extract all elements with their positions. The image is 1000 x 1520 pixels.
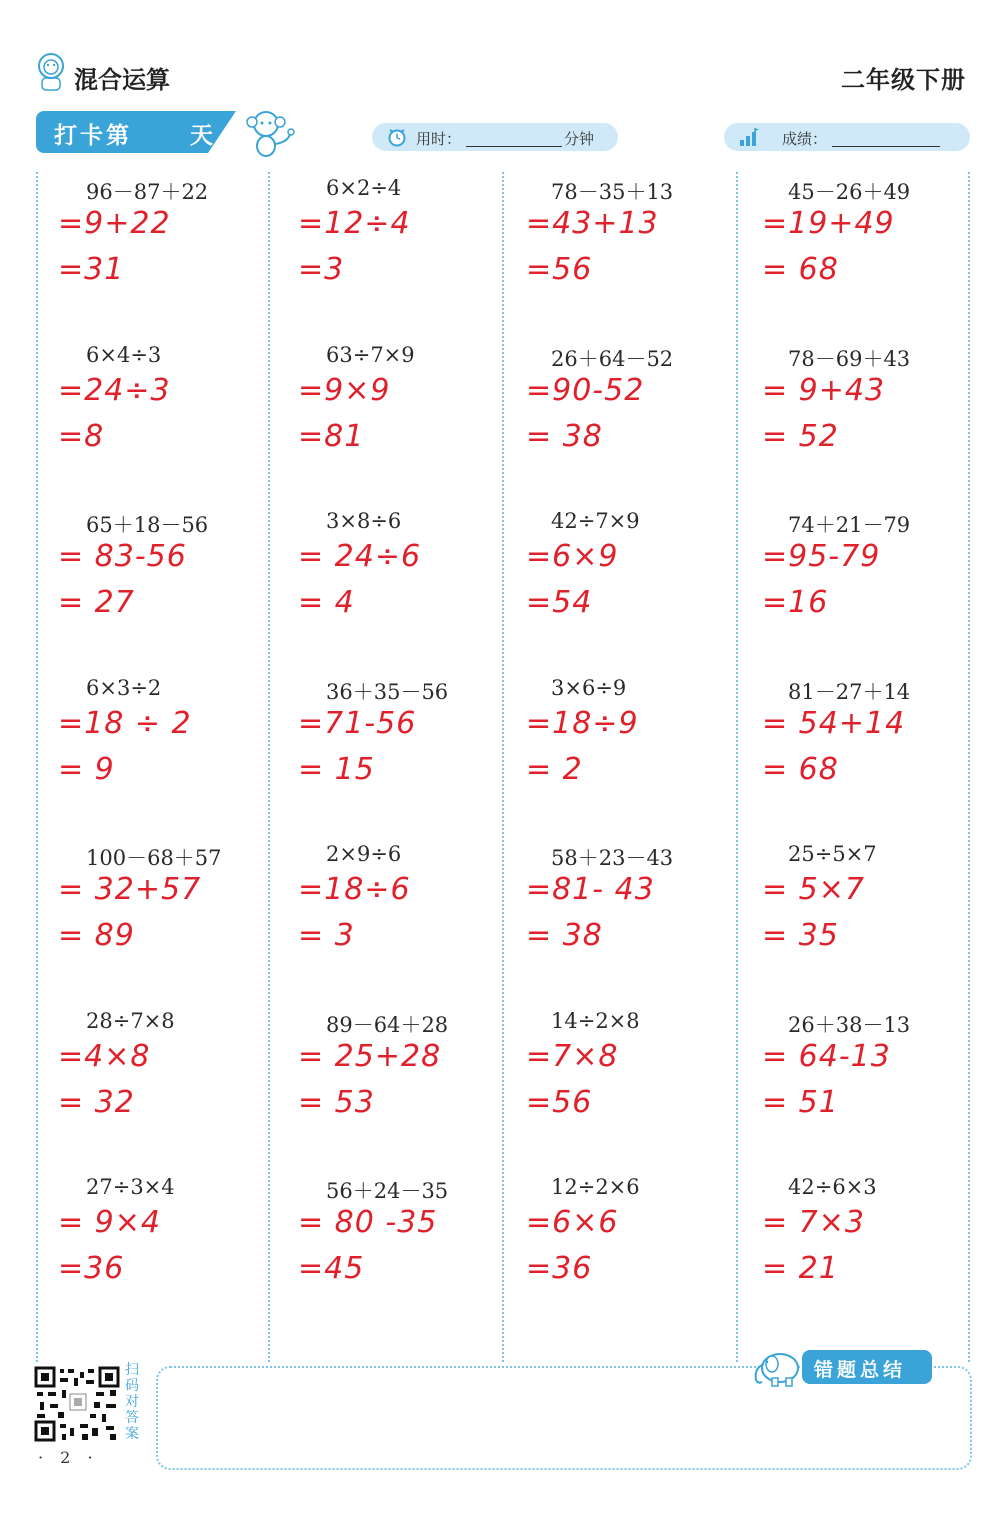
handwritten-answer: =36 — [526, 1251, 593, 1286]
handwritten-answer: = 89 — [58, 918, 135, 953]
problem-expression: 6×3÷2 — [86, 675, 162, 700]
handwritten-step: = 32+57 — [58, 872, 202, 907]
problem-expression: 65＋18－56 — [86, 513, 209, 537]
handwritten-answer: = 27 — [58, 585, 135, 620]
lion-icon — [34, 52, 68, 92]
handwritten-step: =9×9 — [298, 372, 391, 408]
handwritten-answer: =54 — [526, 585, 593, 620]
handwritten-step: =95-79 — [762, 539, 881, 574]
handwritten-answer: = 4 — [298, 585, 355, 620]
time-unit: 分钟 — [564, 130, 595, 148]
checkin-day: 天 — [190, 123, 213, 149]
handwritten-step: = 54+14 — [762, 705, 906, 741]
checkin-label: 打卡第 — [54, 123, 132, 149]
problem-expression: 28÷7×8 — [86, 1008, 175, 1033]
handwritten-step: =71-56 — [298, 705, 417, 741]
score-label: 成绩： — [782, 130, 828, 148]
problem-expression: 45－26＋49 — [788, 180, 911, 204]
handwritten-answer: = 2 — [526, 751, 583, 787]
handwritten-step: = 83-56 — [58, 539, 187, 574]
problem-expression: 3×6÷9 — [551, 675, 627, 700]
handwritten-answer: = 68 — [762, 751, 839, 787]
scan-answer-label: 扫码对答案 — [125, 1362, 139, 1442]
handwritten-step: = 64-13 — [762, 1038, 891, 1074]
handwritten-answer: = 53 — [298, 1084, 375, 1120]
book-title: 混合运算 — [74, 66, 170, 94]
problem-expression: 3×8÷6 — [326, 509, 402, 533]
clock-icon — [386, 127, 408, 147]
handwritten-answer: = 3 — [298, 918, 355, 953]
problem-expression: 36＋35－56 — [326, 679, 449, 704]
handwritten-step: =81- 43 — [526, 872, 655, 907]
handwritten-step: = 5×7 — [762, 872, 865, 907]
problem-expression: 81－27＋14 — [788, 679, 911, 704]
problem-expression: 6×2÷4 — [326, 176, 402, 200]
problem-expression: 63÷7×9 — [326, 342, 415, 367]
column-divider — [968, 172, 970, 1362]
handwritten-step: =18 ÷ 2 — [58, 705, 192, 741]
problem-expression: 27÷3×4 — [86, 1175, 175, 1199]
handwritten-answer: = 32 — [58, 1084, 135, 1120]
problem-expression: 78－69＋43 — [788, 346, 911, 371]
time-field — [372, 123, 618, 151]
handwritten-answer: =8 — [58, 418, 105, 454]
handwritten-step: =12÷4 — [298, 206, 411, 241]
score-field — [724, 123, 970, 151]
handwritten-step: = 25+28 — [298, 1038, 442, 1074]
handwritten-step: = 80 -35 — [298, 1205, 438, 1240]
column-divider — [268, 172, 270, 1362]
handwritten-step: = 9+43 — [762, 372, 886, 408]
time-blank[interactable] — [466, 146, 562, 147]
handwritten-answer: =56 — [526, 1084, 593, 1120]
handwritten-step: =18÷6 — [298, 872, 411, 907]
handwritten-step: =6×6 — [526, 1205, 619, 1240]
mistake-summary-label: 错题总结 — [814, 1359, 907, 1381]
handwritten-step: =24÷3 — [58, 372, 171, 408]
elephant-icon — [750, 1344, 802, 1390]
handwritten-answer: = 38 — [526, 918, 603, 953]
handwritten-step: = 9×4 — [58, 1205, 161, 1240]
time-label: 用时： — [416, 130, 462, 148]
problem-expression: 100－68＋57 — [86, 846, 222, 870]
handwritten-step: = 24÷6 — [298, 539, 422, 574]
problem-expression: 26＋38－13 — [788, 1012, 911, 1037]
score-blank[interactable] — [832, 146, 940, 147]
handwritten-step: =43+13 — [526, 206, 659, 241]
problem-expression: 26＋64－52 — [551, 346, 674, 371]
column-divider — [502, 172, 504, 1362]
page-number: · 2 · — [38, 1448, 99, 1467]
problem-expression: 89－64＋28 — [326, 1012, 449, 1037]
chart-icon — [738, 127, 760, 147]
handwritten-answer: =31 — [58, 252, 125, 287]
column-divider — [736, 172, 738, 1362]
problem-expression: 42÷6×3 — [788, 1175, 877, 1199]
handwritten-answer: = 15 — [298, 751, 375, 787]
handwritten-step: =7×8 — [526, 1038, 619, 1074]
problem-expression: 2×9÷6 — [326, 842, 402, 866]
handwritten-answer: = 51 — [762, 1084, 839, 1120]
handwritten-step: =6×9 — [526, 539, 619, 574]
handwritten-answer: =81 — [298, 418, 365, 454]
problem-expression: 78－35＋13 — [551, 180, 674, 204]
handwritten-answer: = 21 — [762, 1251, 839, 1286]
handwritten-answer: = 68 — [762, 252, 839, 287]
handwritten-answer: = 35 — [762, 918, 839, 953]
handwritten-answer: =36 — [58, 1251, 125, 1286]
problem-expression: 6×4÷3 — [86, 342, 162, 367]
handwritten-answer: = 52 — [762, 418, 839, 454]
monkey-icon — [240, 106, 296, 160]
handwritten-step: = 7×3 — [762, 1205, 865, 1240]
handwritten-step: =9+22 — [58, 206, 171, 241]
handwritten-answer: =56 — [526, 252, 593, 287]
problem-expression: 42÷7×9 — [551, 509, 640, 533]
problem-expression: 58＋23－43 — [551, 846, 674, 870]
problem-expression: 74＋21－79 — [788, 513, 911, 537]
column-divider — [36, 172, 38, 1362]
problem-expression: 14÷2×8 — [551, 1008, 640, 1033]
handwritten-answer: =45 — [298, 1251, 365, 1286]
problem-expression: 12÷2×6 — [551, 1175, 640, 1199]
handwritten-answer: =3 — [298, 252, 345, 287]
handwritten-step: =4×8 — [58, 1038, 151, 1074]
problem-expression: 56＋24－35 — [326, 1179, 449, 1203]
handwritten-answer: = 38 — [526, 418, 603, 454]
handwritten-answer: = 9 — [58, 751, 115, 787]
grade-label: 二年级下册 — [841, 66, 966, 94]
qr-code[interactable] — [34, 1366, 120, 1442]
handwritten-step: =18÷9 — [526, 705, 639, 741]
handwritten-step: =19+49 — [762, 206, 895, 241]
problem-expression: 25÷5×7 — [788, 842, 877, 866]
problem-expression: 96－87＋22 — [86, 180, 209, 204]
handwritten-answer: =16 — [762, 585, 829, 620]
handwritten-step: =90-52 — [526, 372, 645, 408]
